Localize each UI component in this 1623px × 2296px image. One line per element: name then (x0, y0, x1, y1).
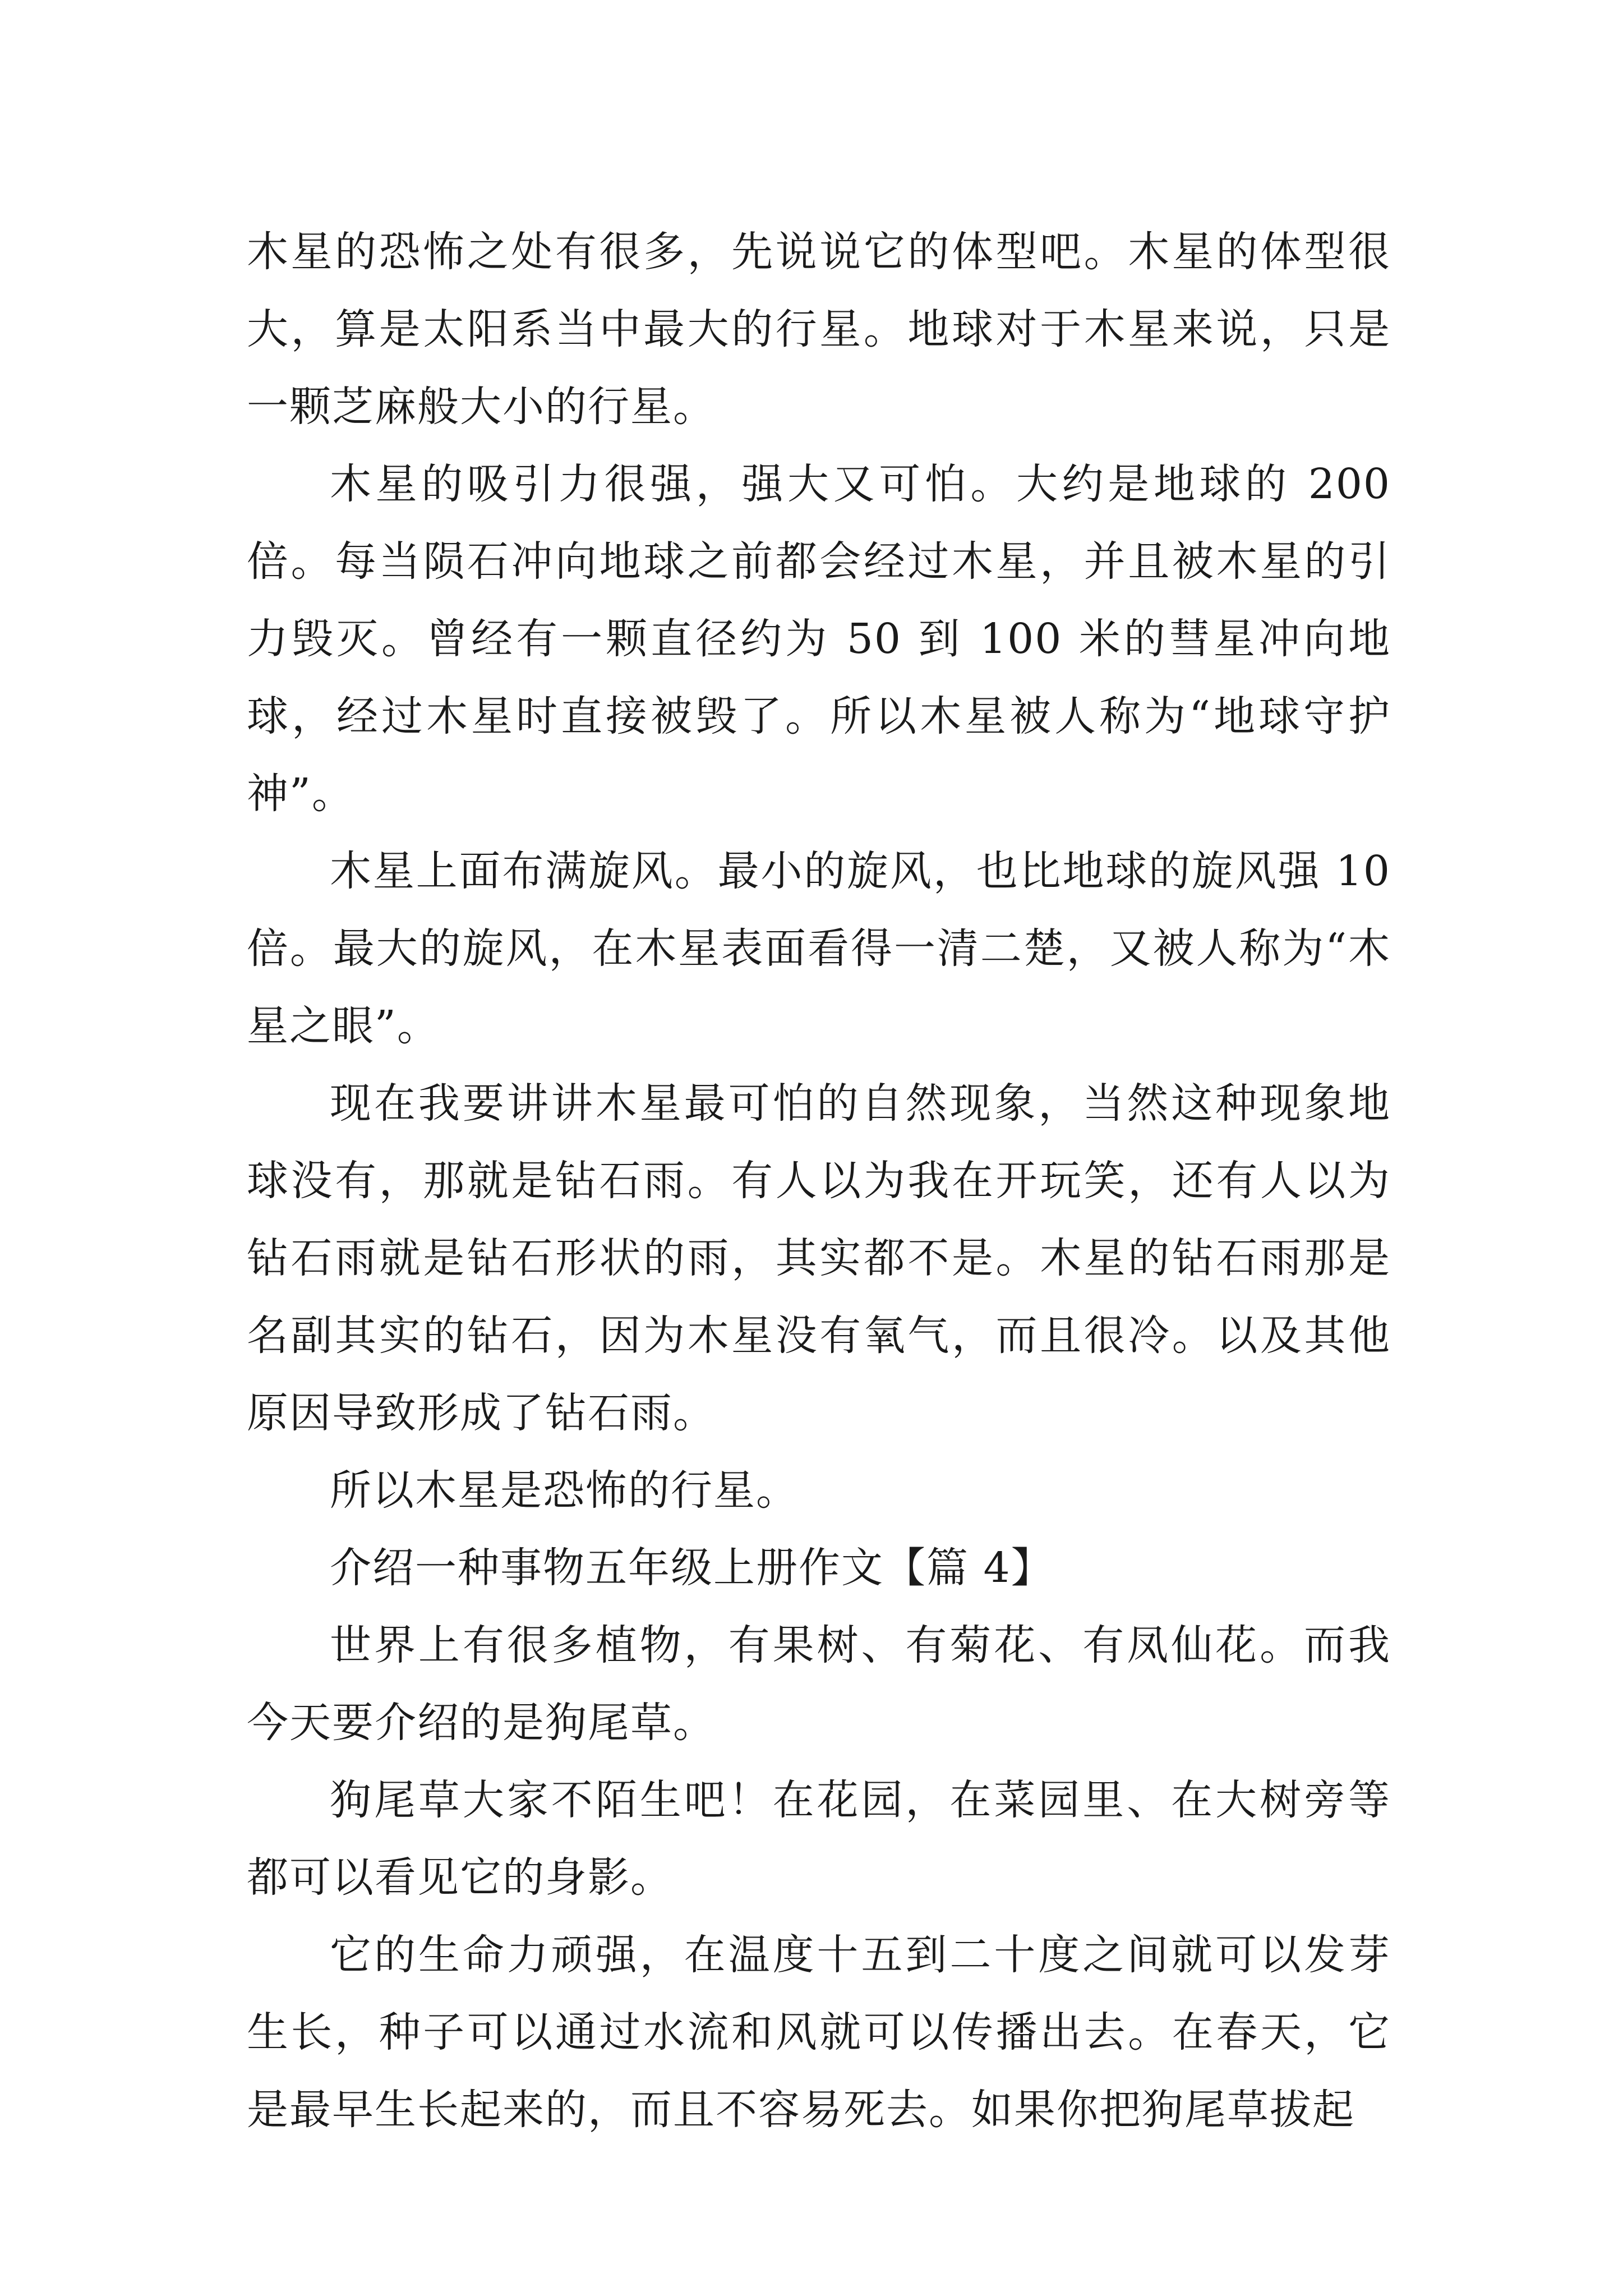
section-heading: 介绍一种事物五年级上册作文【篇 4】 (330, 1544, 1054, 1592)
paragraph-1: 木星的恐怖之处有很多，先说说它的体型吧。木星的体型很大，算是太阳系当中最大的行星。地球对于木星来说，只是一颗芝麻般大小的行星。 (247, 228, 1391, 431)
paragraph-5: 所以木星是恐怖的行星。 (330, 1466, 799, 1515)
paragraph-3: 木星上面布满旋风。最小的旋风，也比地球的旋风强 10 倍。最大的旋风，在木星表面看得一清二楚，又被人称为“木星之眼”。 (247, 847, 1391, 1050)
paragraph-4: 现在我要讲讲木星最可怕的自然现象，当然这种现象地球没有，那就是钻石雨。有人以为我在开玩笑，还有人以为钻石雨就是钻石形状的雨，其实都不是。木星的钻石雨那是名副其实的钻石，因为木星没有氧气，而且很冷。以及其他原因导致形成了钻石雨。 (247, 1079, 1391, 1437)
paragraph-2: 木星的吸引力很强，强大又可怕。大约是地球的 200 倍。每当陨石冲向地球之前都会经过木星，并且被木星的引力毁灭。曾经有一颗直径约为 50 到 100 米的彗星冲向地球，经过木星时直接被毁了。所以木星被人称为“地球守护神”。 (247, 460, 1391, 818)
paragraph-7: 世界上有很多植物，有果树、有菊花、有凤仙花。而我今天要介绍的是狗尾草。 (247, 1621, 1391, 1747)
paragraph-8: 狗尾草大家不陌生吧！在花园，在菜园里、在大树旁等都可以看见它的身影。 (247, 1776, 1391, 1902)
paragraph-9: 它的生命力顽强，在温度十五到二十度之间就可以发芽生长，种子可以通过水流和风就可以传播出去。在春天，它是最早生长起来的，而且不容易死去。如果你把狗尾草拔起 (247, 1931, 1391, 2134)
document-body (247, 213, 1391, 2148)
